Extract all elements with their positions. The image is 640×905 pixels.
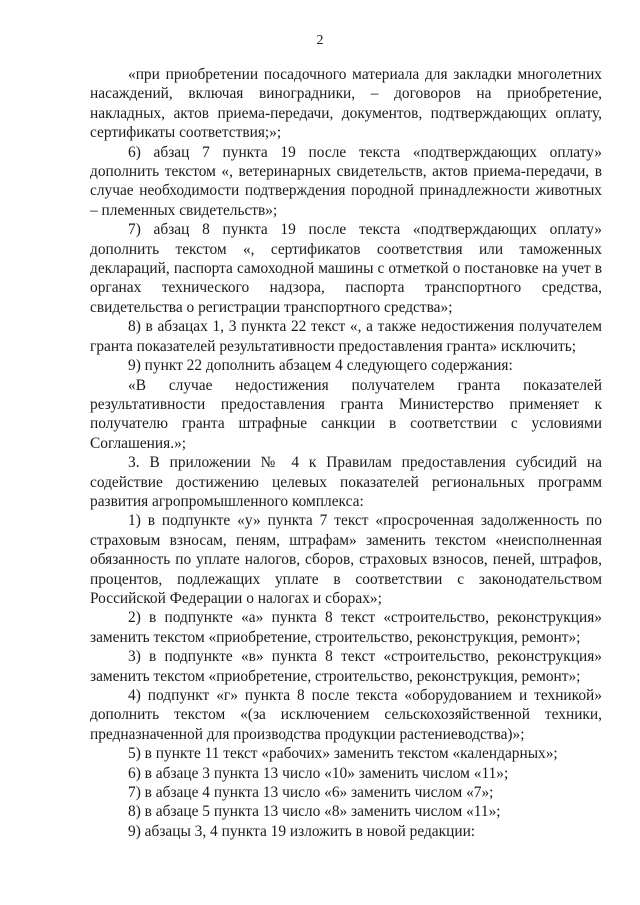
- paragraph: 1) в подпункте «у» пункта 7 текст «просроченная задолженность по страховым взносам, пеням, штрафам» заменить текстом «неисполненная обязанность по уплате налогов, сборов, страховых взносов, пеней, штрафов, процентов, подлежащих уплате в соответствии с законодательством Российской Федерации о налогах и сборах»;: [90, 512, 602, 607]
- paragraph: 3. В приложении № 4 к Правилам предоставления субсидий на содействие достижению целевых показателей региональных программ развития агропромышленного комплекса:: [90, 454, 602, 510]
- paragraph: 4) подпункт «г» пункта 8 после текста «оборудованием и техникой» дополнить текстом «(за исключением сельскохозяйственной техники, предназначенной для производства продукции растениеводства)»;: [90, 687, 602, 743]
- paragraph: «при приобретении посадочного материала для закладки многолетних насаждений, включая виноградники, – договоров на приобретение, накладных, актов приема-передачи, документов, подтверждающих оплату, сертификаты соответствия;»;: [90, 66, 602, 142]
- page-number: 2: [316, 33, 324, 48]
- paragraph: 9) абзацы 3, 4 пункта 19 изложить в новой редакции:: [128, 822, 476, 840]
- paragraph: 3) в подпункте «в» пункта 8 текст «строительство, реконструкция» заменить текстом «приобретение, строительство, реконструкция, ремонт»;: [90, 648, 602, 685]
- paragraph: 6) в абзаце 3 пункта 13 число «10» заменить числом «11»;: [128, 764, 509, 782]
- paragraph: 8) в абзаце 5 пункта 13 число «8» заменить числом «11»;: [128, 803, 501, 821]
- paragraph: 5) в пункте 11 текст «рабочих» заменить текстом «календарных»;: [128, 745, 558, 763]
- paragraph: 7) в абзаце 4 пункта 13 число «6» заменить числом «7»;: [128, 784, 494, 802]
- paragraph: 7) абзац 8 пункта 19 после текста «подтверждающих оплату» дополнить текстом «, сертификатов соответствия или таможенных деклараций, паспорта самоходной машины с отметкой о постановке на учет в органах технического надзора, паспорта транспортного средства, свидетельства о регистрации транспортного средства»;: [90, 221, 602, 316]
- paragraph: 9) пункт 22 дополнить абзацем 4 следующего содержания:: [128, 357, 513, 375]
- paragraph: 8) в абзацах 1, 3 пункта 22 текст «, а также недостижения получателем гранта показателей результативности предоставления гранта» исключить;: [90, 318, 602, 355]
- paragraph: 6) абзац 7 пункта 19 после текста «подтверждающих оплату» дополнить текстом «, ветеринарных свидетельств, актов приема-передачи, в случае необходимости подтверждения породной принадлежности животных – племенных свидетельств»;: [90, 143, 602, 219]
- paragraph: «В случае недостижения получателем гранта показателей результативности предоставления гранта Министерство применяет к получателю гранта штрафные санкции в соответствии с условиями Соглашения.»;: [90, 376, 602, 452]
- document-body: [90, 65, 602, 841]
- paragraph: 2) в подпункте «а» пункта 8 текст «строительство, реконструкция» заменить текстом «приобретение, строительство, реконструкция, ремонт»;: [90, 609, 602, 646]
